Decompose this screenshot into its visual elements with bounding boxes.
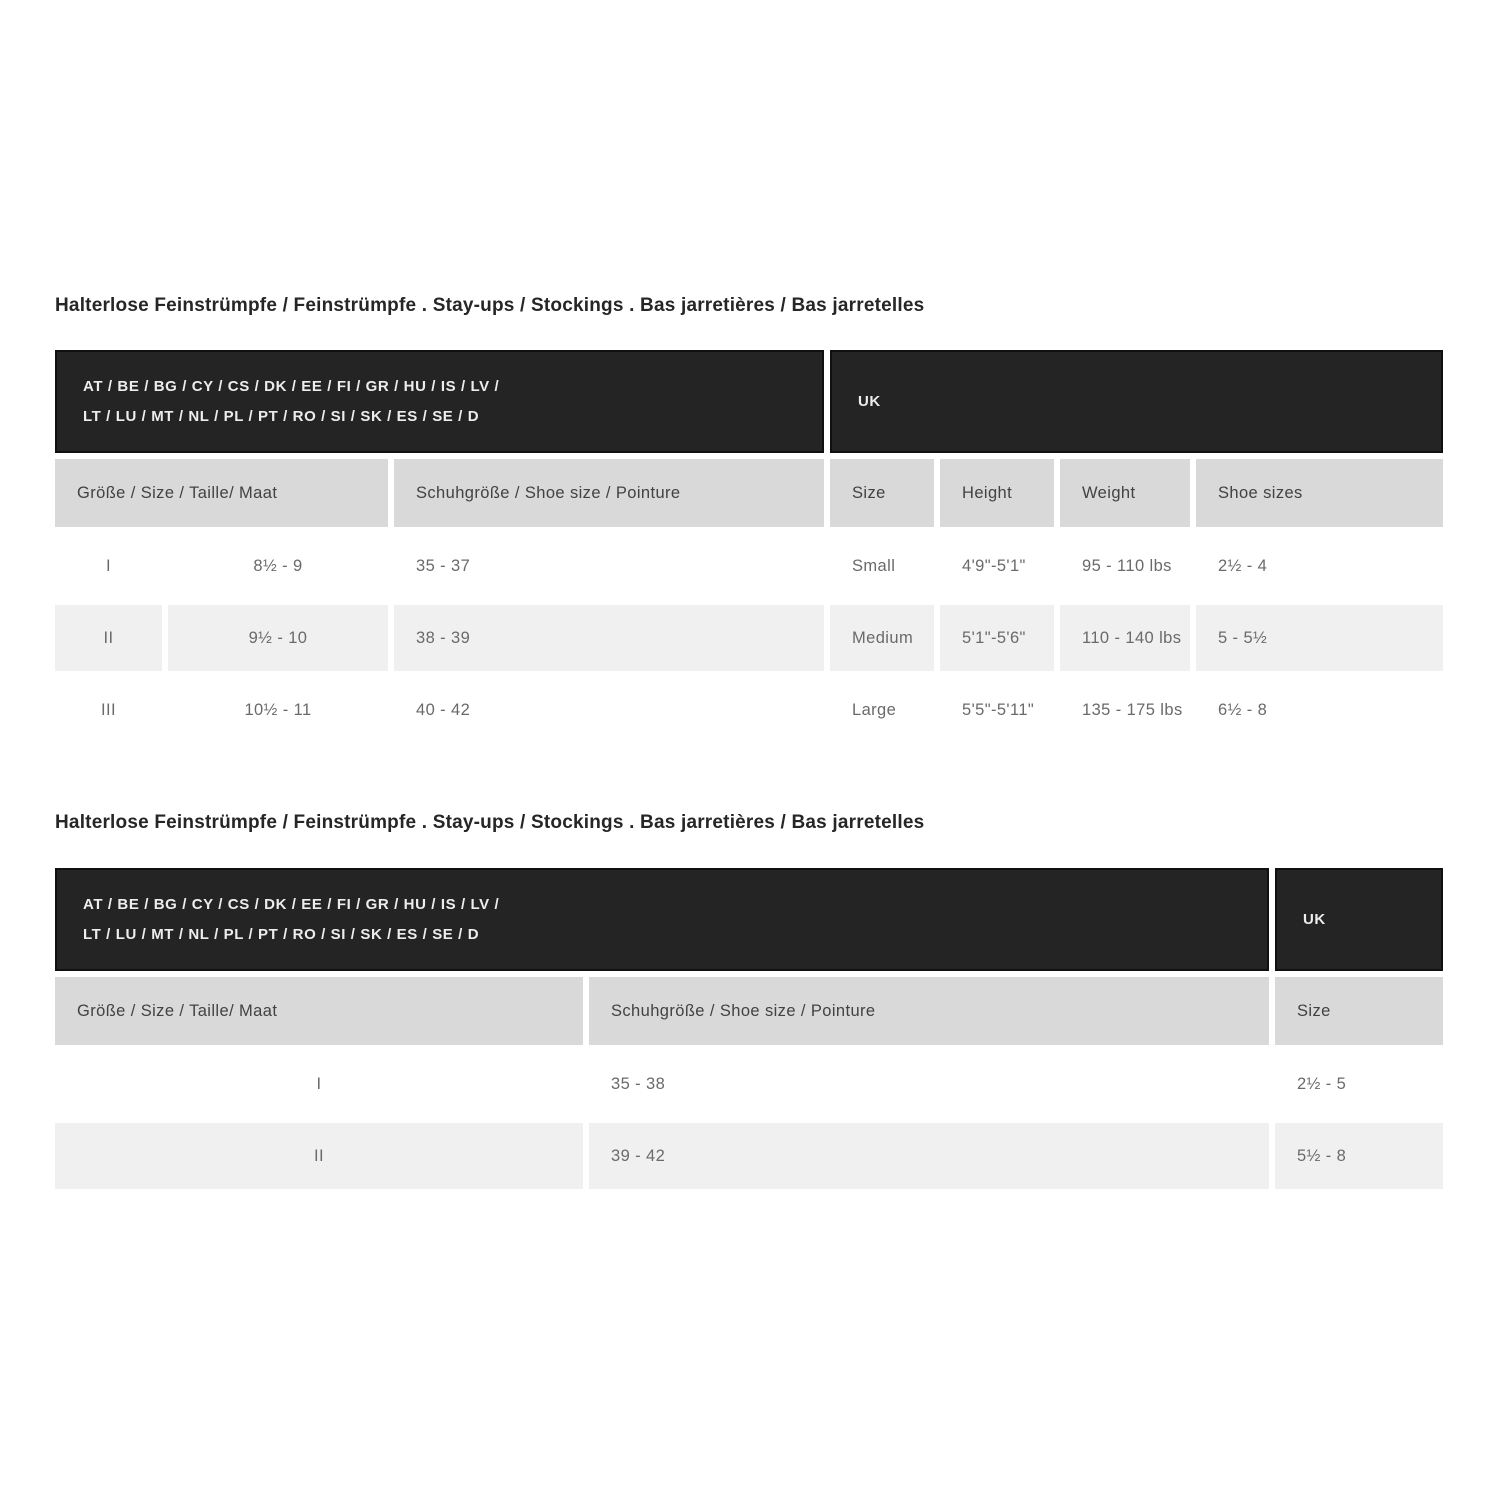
table1-row-3 bbox=[55, 677, 1443, 743]
cell-roman-size: I bbox=[316, 1074, 322, 1093]
cell-uk-size: Medium bbox=[830, 605, 934, 671]
table2-uk-header: UK bbox=[1275, 868, 1443, 971]
table1-eu-countries-header bbox=[55, 350, 824, 453]
cell-eu-size: 8½ - 9 bbox=[253, 556, 303, 575]
cell-uk-shoe: 6½ - 8 bbox=[1218, 700, 1268, 719]
cell-uk-height: 5'5"-5'11" bbox=[962, 700, 1035, 719]
cell-roman-size: II bbox=[55, 1123, 583, 1189]
eu-countries-line2: LT / LU / MT / NL / PL / PT / RO / SI / SK / ES / SE / D bbox=[83, 925, 480, 943]
eu-countries-line1: AT / BE / BG / CY / CS / DK / EE / FI / GR / HU / IS / LV / bbox=[83, 895, 500, 913]
cell-uk-size: 2½ - 5 bbox=[1297, 1074, 1347, 1093]
table2-row-1 bbox=[55, 1051, 1443, 1117]
table1-row-1 bbox=[55, 533, 1443, 599]
cell-roman-size: III bbox=[101, 700, 116, 719]
table1-col-size-label: Größe / Size / Taille/ Maat bbox=[55, 459, 388, 527]
table2-col-size-label: Größe / Size / Taille/ Maat bbox=[55, 977, 583, 1045]
table2-region-header-row bbox=[55, 868, 1443, 971]
cell-uk-weight: 135 - 175 lbs bbox=[1082, 700, 1183, 719]
table1-row-2 bbox=[55, 605, 1443, 671]
cell-eu-shoe: 40 - 42 bbox=[416, 700, 471, 719]
cell-eu-shoe: 35 - 38 bbox=[611, 1074, 666, 1093]
cell-eu-shoe: 35 - 37 bbox=[416, 556, 471, 575]
cell-uk-size: Small bbox=[852, 556, 896, 575]
cell-uk-shoe: 2½ - 4 bbox=[1218, 556, 1268, 575]
table1-col-uk-size: Size bbox=[830, 459, 934, 527]
cell-uk-size: 5½ - 8 bbox=[1275, 1123, 1443, 1189]
cell-eu-shoe: 39 - 42 bbox=[589, 1123, 1269, 1189]
size-table-eu-uk-simple bbox=[55, 868, 1443, 1195]
size-table-eu-uk-detailed bbox=[55, 350, 1443, 749]
table1-col-uk-height: Height bbox=[940, 459, 1054, 527]
cell-eu-shoe: 38 - 39 bbox=[394, 605, 824, 671]
cell-uk-size: Large bbox=[852, 700, 897, 719]
table2-column-header-row bbox=[55, 977, 1443, 1045]
cell-uk-weight: 95 - 110 lbs bbox=[1082, 556, 1172, 575]
table2-row-2 bbox=[55, 1123, 1443, 1189]
section2-title: Halterlose Feinstrümpfe / Feinstrümpfe . Stay-ups / Stockings . Bas jarretières / Bas jarretelles bbox=[55, 812, 925, 833]
table2-col-uk-size: Size bbox=[1275, 977, 1443, 1045]
cell-eu-size: 10½ - 11 bbox=[244, 700, 312, 719]
cell-roman-size: II bbox=[55, 605, 162, 671]
cell-eu-size: 9½ - 10 bbox=[168, 605, 388, 671]
section1-title: Halterlose Feinstrümpfe / Feinstrümpfe . Stay-ups / Stockings . Bas jarretières / Bas jarretelles bbox=[55, 295, 925, 316]
table1-col-shoe-label: Schuhgröße / Shoe size / Pointure bbox=[394, 459, 824, 527]
cell-uk-height: 4'9"-5'1" bbox=[962, 556, 1026, 575]
table2-col-shoe-label: Schuhgröße / Shoe size / Pointure bbox=[589, 977, 1269, 1045]
eu-countries-line1: AT / BE / BG / CY / CS / DK / EE / FI / GR / HU / IS / LV / bbox=[83, 377, 500, 395]
table1-region-header-row bbox=[55, 350, 1443, 453]
cell-uk-weight: 110 - 140 lbs bbox=[1060, 605, 1190, 671]
cell-roman-size: I bbox=[106, 556, 111, 575]
table1-col-uk-shoe: Shoe sizes bbox=[1196, 459, 1443, 527]
table1-column-header-row bbox=[55, 459, 1443, 527]
table2-eu-countries-header bbox=[55, 868, 1269, 971]
cell-uk-shoe: 5 - 5½ bbox=[1196, 605, 1443, 671]
cell-uk-height: 5'1"-5'6" bbox=[940, 605, 1054, 671]
table1-uk-header: UK bbox=[830, 350, 1443, 453]
table1-col-uk-weight: Weight bbox=[1060, 459, 1190, 527]
eu-countries-line2: LT / LU / MT / NL / PL / PT / RO / SI / SK / ES / SE / D bbox=[83, 407, 480, 425]
